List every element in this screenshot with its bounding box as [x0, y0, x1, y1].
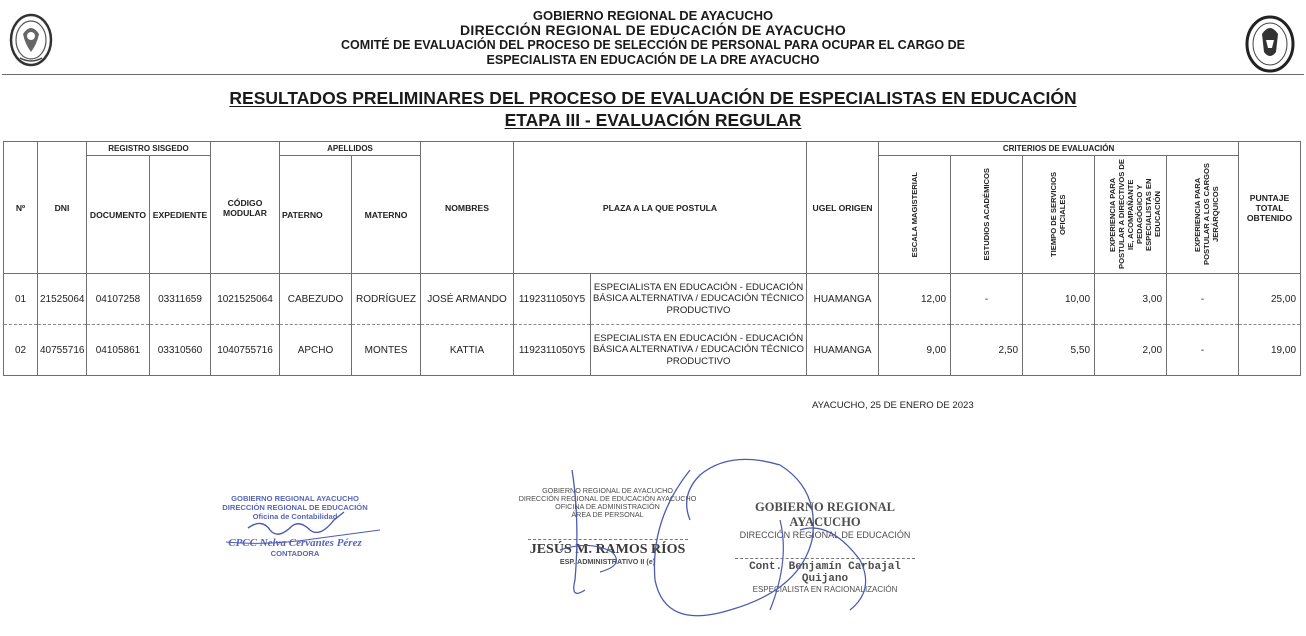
stamp-dept: DIRECCIÓN REGIONAL DE EDUCACIÓN [222, 503, 368, 512]
cell-documento: 04107258 [87, 274, 150, 325]
cell-plaza-desc: ESPECIALISTA EN EDUCACIÓN - EDUCACIÓN BÁSICA ALTERNATIVA / EDUCACIÓN TÉCNICO PRODUCTIVO [591, 325, 807, 376]
stamp-org: GOBIERNO REGIONAL DE AYACUCHO [542, 486, 673, 495]
header-exp-jerarquicos-text: EXPERIENCIA PARA POSTULAR A LOS CARGOS JERÁRQUICOS [1192, 163, 1220, 266]
cell-codigo: 1040755716 [211, 325, 280, 376]
header-escala-text: ESCALA MAGISTERIAL [910, 171, 920, 258]
cell-n: 02 [4, 325, 38, 376]
stamp-dept: DIRECCIÓN REGIONAL DE EDUCACIÓN [739, 530, 911, 540]
cell-escala: 12,00 [879, 274, 951, 325]
signer-name: Cont. Benjamín Carbajal Quijano [749, 561, 901, 585]
table-row [4, 274, 1301, 325]
header-n: Nº [4, 142, 38, 274]
header-documento: DOCUMENTO [87, 156, 150, 274]
cell-exp-directivos: 3,00 [1095, 274, 1167, 325]
cell-expediente: 03311659 [150, 274, 211, 325]
cell-exp-directivos: 2,00 [1095, 325, 1167, 376]
cell-nombres: JOSÉ ARMANDO [421, 274, 514, 325]
header-exp-jerarquicos [1167, 156, 1239, 274]
header-exp-directivos [1095, 156, 1167, 274]
header-line-2: DIRECCIÓN REGIONAL DE EDUCACIÓN DE AYACUCHO [459, 22, 847, 38]
header-line-4: ESPECIALISTA EN EDUCACIÓN DE LA DRE AYACUCHO [486, 53, 820, 67]
header-tiempo [1023, 156, 1095, 274]
header-plaza: PLAZA A LA QUE POSTULA [514, 142, 807, 274]
signer-role: CONTADORA [270, 549, 320, 558]
header-exp-directivos-text: EXPERIENCIA PARA POSTULAR A DIRECTIVOS DE IE, ACOMPAÑANTE PEDAGÓGICO Y ESPECIALISTAS EN EDUCACIÓN [1107, 159, 1162, 270]
header-line-3: COMITÉ DE EVALUACIÓN DEL PROCESO DE SELECCIÓN DE PERSONAL PARA OCUPAR EL CARGO DE [341, 38, 965, 52]
cell-estudios: - [951, 274, 1023, 325]
header-expediente: EXPEDIENTE [150, 156, 211, 274]
header-puntaje: PUNTAJE TOTAL OBTENIDO [1239, 142, 1301, 274]
cell-paterno: APCHO [280, 325, 352, 376]
table-row [4, 325, 1301, 376]
stamp-org: GOBIERNO REGIONAL AYACUCHO [755, 500, 895, 529]
cell-ugel: HUAMANGA [807, 325, 879, 376]
cell-puntaje: 25,00 [1239, 274, 1301, 325]
stamp-org: GOBIERNO REGIONAL AYACUCHO [231, 494, 359, 503]
header-escala [879, 156, 951, 274]
header-line-1: GOBIERNO REGIONAL DE AYACUCHO [532, 8, 774, 23]
signer-role: ESP. ADMINISTRATIVO II (e) [559, 557, 656, 566]
results-table [3, 141, 1301, 376]
document-title [0, 87, 1306, 131]
header-divider [2, 74, 1304, 75]
title-line-2: ETAPA III - EVALUACIÓN REGULAR [504, 110, 802, 130]
signer-name: JESÚS M. RAMOS RÍOS [529, 542, 686, 557]
cell-plaza-code: 1192311050Y5 [514, 274, 591, 325]
cell-nombres: KATTIA [421, 325, 514, 376]
group-registro-sisgedo: REGISTRO SISGEDO [87, 142, 211, 156]
header-dni: DNI [38, 142, 87, 274]
signature-block-racionalizacion [725, 500, 925, 594]
group-apellidos: APELLIDOS [280, 142, 421, 156]
group-criterios: CRITERIOS DE EVALUACIÓN [879, 142, 1239, 156]
signature-block-contadora [200, 494, 390, 558]
cell-documento: 04105861 [87, 325, 150, 376]
cell-exp-jerarquicos: - [1167, 325, 1239, 376]
cell-exp-jerarquicos: - [1167, 274, 1239, 325]
cell-paterno: CABEZUDO [280, 274, 352, 325]
document-date: AYACUCHO, 25 DE ENERO DE 2023 [812, 400, 974, 411]
cell-n: 01 [4, 274, 38, 325]
cell-estudios: 2,50 [951, 325, 1023, 376]
header-estudios [951, 156, 1023, 274]
cell-plaza-desc: ESPECIALISTA EN EDUCACIÓN - EDUCACIÓN BÁSICA ALTERNATIVA / EDUCACIÓN TÉCNICO PRODUCTIVO [591, 274, 807, 325]
cell-materno: RODRÍGUEZ [352, 274, 421, 325]
header-ugel-origen: UGEL ORIGEN [807, 142, 879, 274]
cell-codigo: 1021525064 [211, 274, 280, 325]
cell-dni: 21525064 [38, 274, 87, 325]
title-line-1: RESULTADOS PRELIMINARES DEL PROCESO DE EVALUACIÓN DE ESPECIALISTAS EN EDUCACIÓN [229, 88, 1077, 108]
cell-ugel: HUAMANGA [807, 274, 879, 325]
cell-escala: 9,00 [879, 325, 951, 376]
header-materno: MATERNO [352, 156, 421, 274]
cell-dni: 40755716 [38, 325, 87, 376]
cell-expediente: 03310560 [150, 325, 211, 376]
cell-tiempo: 5,50 [1023, 325, 1095, 376]
signer-name: CPCC Nelva Cervantes Pérez [228, 537, 362, 549]
header-paterno: PATERNO [280, 156, 352, 274]
stamp-dept: DIRECCIÓN REGIONAL DE EDUCACIÓN AYACUCHO [518, 494, 697, 503]
cell-tiempo: 10,00 [1023, 274, 1095, 325]
header-estudios-text: ESTUDIOS ACADÉMICOS [982, 168, 992, 261]
signature-block-personal [495, 487, 720, 566]
cell-plaza-code: 1192311050Y5 [514, 325, 591, 376]
cell-puntaje: 19,00 [1239, 325, 1301, 376]
header-tiempo-text: TIEMPO DE SERVICIOS OFICIALES [1048, 171, 1067, 258]
header-codigo-modular: CÓDIGO MODULAR [211, 142, 280, 274]
header-nombres: NOMBRES [421, 142, 514, 274]
cell-materno: MONTES [352, 325, 421, 376]
stamp-office: OFICINA DE ADMINISTRACIÓN [555, 502, 660, 511]
stamp-area: ÁREA DE PERSONAL [571, 510, 644, 519]
stamp-office: Oficina de Contabilidad [252, 512, 338, 521]
document-header [0, 8, 1306, 68]
signer-role: ESPECIALISTA EN RACIONALIZACIÓN [752, 585, 898, 594]
